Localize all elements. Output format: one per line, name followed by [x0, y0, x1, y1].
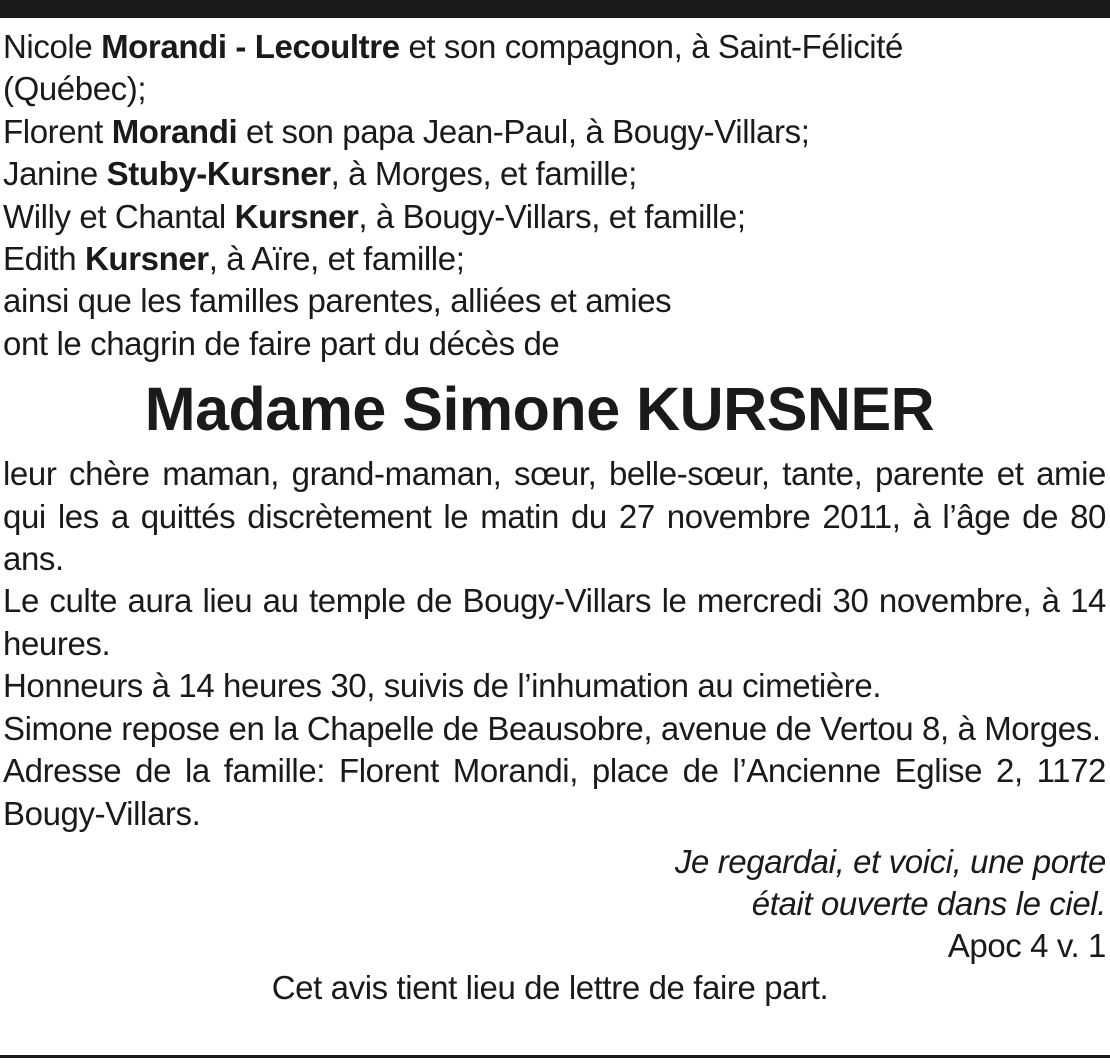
family-surname: Kursner [234, 197, 359, 235]
family-text: Edith [3, 240, 85, 278]
family-text: Nicole [3, 28, 102, 65]
family-list [3, 26, 1106, 365]
family-text: et son compagnon, à Saint-Félicité [399, 28, 903, 65]
family-surname: Stuby-Kursner [106, 155, 331, 193]
family-text: , à Morges, et famille; [330, 155, 637, 193]
family-text: et son papa Jean-Paul, à Bougy-Villars; [237, 112, 810, 150]
family-line [3, 323, 1106, 365]
family-text: (Québec); [3, 70, 147, 108]
bottom-border-rule [0, 1055, 1110, 1058]
family-text: Florent [3, 112, 112, 150]
family-surname: Morandi [111, 112, 238, 150]
tribute-paragraph: leur chère maman, grand-maman, sœur, belle-sœur, tante, parente et amie qui les a quittés discrètement le matin du 27 novembre 2011, à l’âge de 80 ans. [3, 455, 1106, 578]
family-line [3, 26, 1106, 68]
family-text: ainsi que les familles parentes, alliées et amies [3, 282, 672, 320]
family-line [3, 196, 1106, 238]
top-border-rule [0, 0, 1110, 18]
quote-line: était ouverte dans le ciel. [751, 885, 1106, 923]
quote-line: Je regardai, et voici, une porte [674, 842, 1106, 880]
family-line [3, 111, 1106, 153]
family-address-paragraph: Adresse de la famille: Florent Morandi, place de l’Ancienne Eglise 2, 1172 Bougy-Villars. [3, 752, 1106, 832]
family-text: ont le chagrin de faire part du décès de [3, 324, 560, 362]
honours-paragraph: Honneurs à 14 heures 30, suivis de l’inhumation au cimetière. [3, 667, 882, 705]
closing-note: Cet avis tient lieu de lettre de faire part. [271, 968, 829, 1006]
family-surname: Morandi - Lecoultre [101, 28, 400, 65]
family-line [3, 238, 1106, 280]
family-text: Janine [3, 155, 107, 193]
family-text: Willy et Chantal [3, 197, 235, 235]
death-notice [3, 26, 1106, 1010]
family-line [3, 153, 1106, 195]
family-line [3, 68, 1106, 110]
bible-quote [3, 841, 1106, 926]
family-surname: Kursner [85, 240, 209, 278]
quote-reference: Apoc 4 v. 1 [947, 926, 1106, 964]
family-line [3, 280, 1106, 322]
deceased-name: Madame Simone KURSNER [144, 375, 935, 444]
family-text: , à Bougy-Villars, et famille; [358, 197, 746, 235]
chapel-paragraph: Simone repose en la Chapelle de Beausobre, avenue de Vertou 8, à Morges. [3, 709, 1101, 747]
family-text: , à Aïre, et famille; [208, 240, 465, 278]
service-paragraph: Le culte aura lieu au temple de Bougy-Villars le mercredi 30 novembre, à 14 heures. [3, 582, 1106, 662]
